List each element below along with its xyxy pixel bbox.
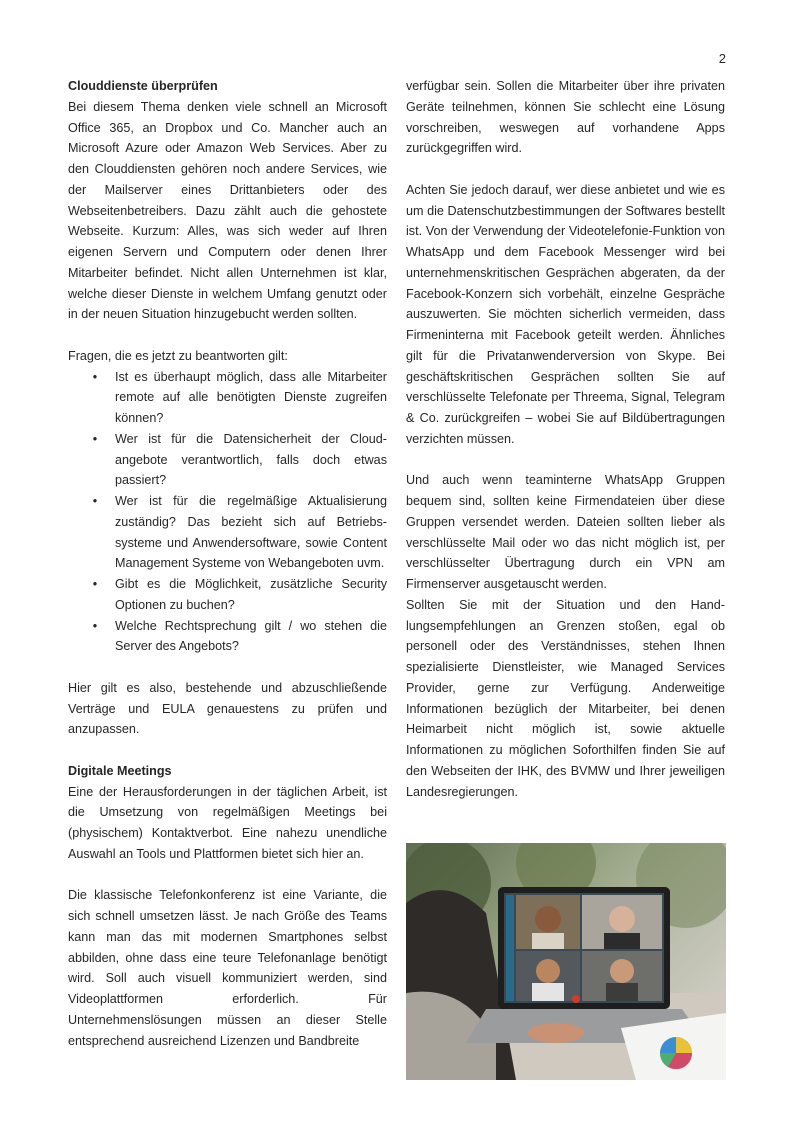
paragraph-availability: verfügbar sein. Sollen die Mitarbeiter über ihre privaten Geräte teilnehmen, können Sie schlecht eine Lösung vorschreiben, weswegen auf vorhandene Apps zurückgegriffen wird. bbox=[406, 79, 725, 156]
bullet-icon: • bbox=[92, 494, 98, 508]
bullet-icon: • bbox=[92, 618, 98, 633]
video-conference-illustration bbox=[406, 843, 726, 1080]
video-conference-photo bbox=[406, 843, 726, 1080]
paragraph-service-providers: Sollten Sie mit der Situation und den Handlungsempfehlungen an Grenzen stoßen, egal ob personell oder des Verständnisses, stehen Ihnen spezialisierte Dienstleister, wie Managed Services Provider, gerne zur Verfügung. Anderweitige Informationen bezüglich der Mitarbeiter, bei denen Heimarbeit nicht möglich ist, sowie aktuelle Informationen zu möglichen Soforthilfen finden Sie auf den Webseiten der IHK, des BVMW und Ihrer jeweiligen Landesregierungen. bbox=[406, 597, 725, 799]
right-column bbox=[406, 76, 725, 802]
section-heading-meetings: Digitale Meetings bbox=[68, 763, 172, 778]
paragraph-cloud-services: Bei diesem Thema denken viele schnell an Microsoft Office 365, an Dropbox und Co. Mancher auch an Microsoft Azure oder Amazon Web Services. Aber zu den Clouddiensten gehören noch andere Services, wie der Mailserver eines Drittanbieters oder des Webseitenbetreibers. Dazu zählt auch die gehostete Webseite. Kurzum: Alles, was sich weder auf Ihren eigenen Servern und Computern oder denen Ihrer Mitarbeiter befindet. Nicht allen Unternehmen ist klar, welche dieser Dienste in welchem Umfang genutzt oder in der neuen Situation hinzugebucht werden sollten. bbox=[68, 99, 387, 322]
bullet-icon: • bbox=[92, 431, 98, 446]
paragraph-meetings-intro: Eine der Herausforderungen in der täglichen Arbeit, ist die Umsetzung von regelmäßigen Meetings bei (physischem) Kontaktverbot. Eine nahezu unendliche Auswahl an Tools und Plattformen bietet sich hier an. bbox=[68, 784, 387, 861]
list-item: • Wer ist für die Datensicherheit der Cloudangebote verantwortlich, falls doch etwas passiert? bbox=[68, 429, 387, 491]
paragraph-contracts: Hier gilt es also, bestehende und abzuschließende Verträge und EULA genauestens zu prüfen und anzupassen. bbox=[68, 680, 387, 737]
list-item: • Gibt es die Möglichkeit, zusätzliche Security Optionen zu buchen? bbox=[68, 574, 387, 616]
paragraph-whatsapp-groups: Und auch wenn teaminterne WhatsApp Gruppen bequem sind, sollten keine Firmendateien über diese Gruppen versendet werden. Dateien sollten lieber als verschlüsselte Mail oder wo das nicht möglich ist, per verschlüsselter Übertragung durch ein VPN am Firmenserver ausgetauscht werden. bbox=[406, 473, 725, 591]
page-number: 2 bbox=[718, 51, 726, 66]
section-heading-cloud: Clouddienste überprüfen bbox=[68, 79, 218, 93]
questions-intro: Fragen, die es jetzt zu beantworten gilt: bbox=[68, 348, 288, 363]
bullet-icon: • bbox=[92, 369, 98, 384]
list-item: • Welche Rechtsprechung gilt / wo stehen die Server des Angebots? bbox=[68, 616, 387, 658]
list-item: • Wer ist für die regelmäßige Aktualisierung zuständig? Das bezieht sich auf Betriebssysteme und Anwendersoftware, sowie Content Management Systeme von Webangeboten uvm. bbox=[68, 491, 387, 574]
left-column bbox=[68, 76, 387, 1051]
paragraph-data-protection: Achten Sie jedoch darauf, wer diese anbietet und wie es um die Datenschutzbestimmungen der Softwares bestellt ist. Von der Verwendung der Videotelefonie-Funktion von WhatsApp und dem Facebook Messenger wird bei unternehmenskritischen Gesprächen abgeraten, da der Facebook-Konzern sich vorbehält, einzelne Gespräche auszuwerten. Sie möchten sicherlich vermeiden, dass Firmeninterna mit Facebook geteilt werden. Ähnliches gilt für die Privatanwenderversion von Skype. Bei geschäftskritischen Gesprächen sollten Sie auf verschlüsselte Telefonate per Threema, Signal, Telegram & Co. zurückgreifen – wobei Sie auf Bildübertragungen verzichten müssen. bbox=[406, 182, 725, 446]
list-item: • Ist es überhaupt möglich, dass alle Mitarbeiter remote auf alle benötigten Dienste zugreifen können? bbox=[68, 367, 387, 429]
bullet-icon: • bbox=[92, 577, 98, 591]
questions-list bbox=[68, 367, 387, 658]
paragraph-telephone-conference: Die klassische Telefonkonferenz ist eine Variante, die sich schnell umsetzen lässt. Je nach Größe des Teams kann man das mit modernen Smartphones selbst abbilden, ohne dass eine teure Telefonanlage benötigt wird. Soll auch visuell kommuniziert werden, sind Videoplattformen erforderlich. Für Unternehmenslösungen müssen an dieser Stelle entsprechend ausreichend Lizenzen und Bandbreite bbox=[68, 888, 387, 1048]
